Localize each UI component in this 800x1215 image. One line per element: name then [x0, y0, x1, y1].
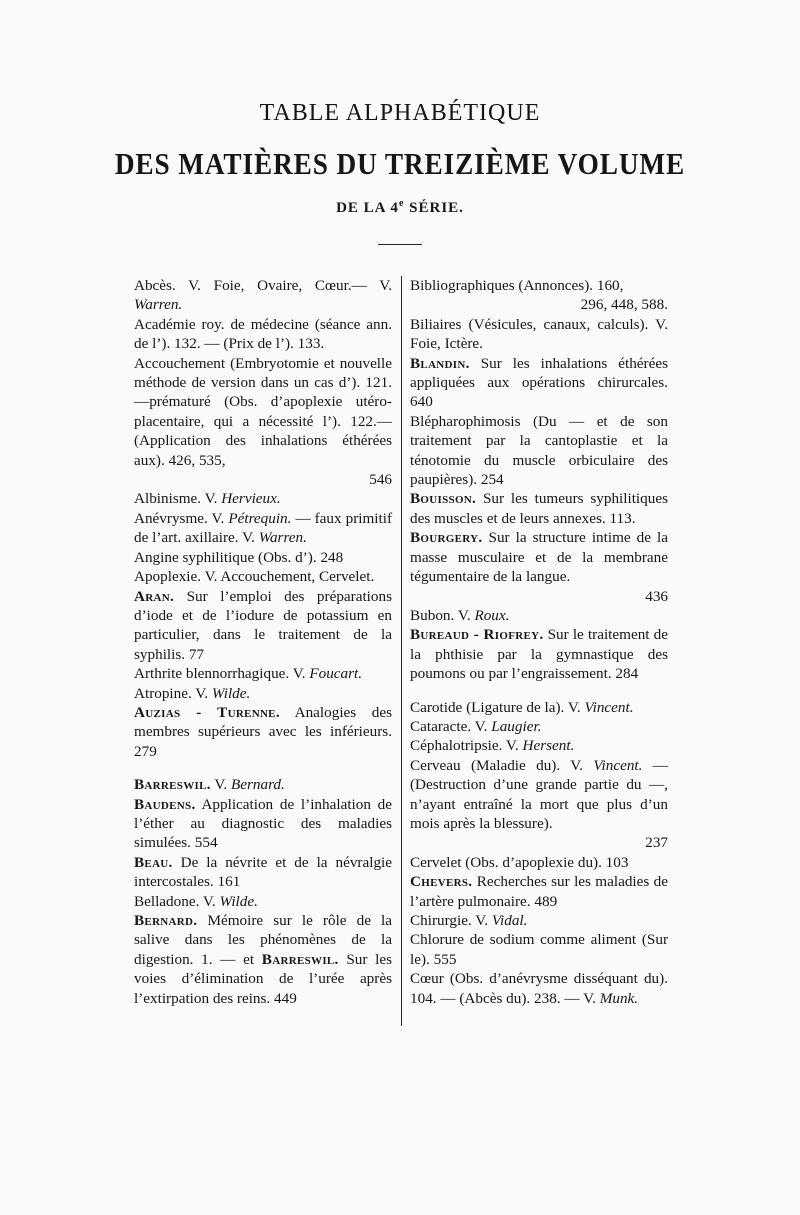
entry-text: Cœur (Obs. d’anévrysme disséquant du). 104. — (Abcès du). 238. — V.	[410, 970, 668, 1007]
entry-abces	[134, 276, 392, 315]
entry-text: Cerveau (Maladie du). V.	[410, 756, 594, 774]
entry-text: Belladone. V.	[134, 892, 220, 910]
entry-bourgery	[410, 528, 668, 606]
entry-text: Carotide (Ligature de la). V.	[410, 698, 585, 716]
entry-page: 554	[194, 834, 218, 852]
entry-text: Chirurgie. V.	[410, 912, 492, 929]
column-divider	[401, 276, 402, 1026]
entry-arthrite	[134, 664, 392, 683]
entry-cataracte	[410, 717, 668, 736]
entry-baudens	[134, 795, 392, 853]
entry-text: — faux primitif de l’art. axillaire. V.	[134, 509, 392, 547]
entry-ref: Hersent.	[522, 737, 575, 755]
entry-text: — (Destruction d’une grande partie du —, n’ayant entraîné la mort que plus d’un mois après la blessure).	[410, 756, 668, 832]
entry-text: Blépharophimosis (Du — et de son traitement par la cantoplastie et la ténotomie du muscle orbiculaire des paupières).	[410, 412, 668, 489]
entry-page: 449	[274, 989, 297, 1007]
entry-author: Aran.	[134, 587, 175, 605]
entry-text: Sur les voies d’élimination de l’urée après l’extirpation des reins.	[134, 950, 392, 1007]
entry-text: Albinisme. V.	[134, 490, 222, 508]
entry-bernard	[134, 911, 392, 1008]
entry-page: 77	[188, 645, 205, 663]
title-line-3-suffix: SÉRIE.	[404, 200, 464, 216]
entry-author: Baudens.	[134, 795, 196, 813]
title-line-3	[0, 198, 800, 217]
entry-beau	[134, 853, 392, 892]
entry-ref: Hervieux.	[221, 490, 281, 508]
entry-text: Céphalotripsie. V.	[410, 737, 523, 755]
entry-coeur	[410, 969, 668, 1008]
entry-text: Mémoire sur le rôle de la salive dans les phénomènes de la digestion. 1. — et	[134, 912, 392, 968]
entry-ref: Roux.	[474, 606, 510, 624]
entry-page: 279	[134, 742, 157, 760]
title-line-1: TABLE ALPHABÉTIQUE	[259, 100, 541, 126]
entry-text: Chlorure de sodium comme aliment (Sur le).	[410, 931, 668, 968]
entry-carotide	[410, 698, 668, 717]
entry-chirurgie	[410, 911, 668, 930]
entry-ref: Warren.	[134, 296, 183, 314]
entry-ref: Vincent.	[593, 756, 643, 774]
entry-chlorure	[410, 930, 668, 969]
left-column	[134, 276, 392, 1008]
entry-page: 284	[615, 665, 639, 683]
entry-bureaud	[410, 625, 668, 683]
entry-author: Bourgery.	[410, 529, 483, 547]
entry-angine: Angine syphilitique (Obs. d’). 248	[134, 548, 344, 566]
entry-author: Blandin.	[410, 354, 470, 372]
entry-blandin	[410, 354, 668, 412]
entry-author: Barreswil.	[134, 776, 211, 794]
entry-text: Bubon. V.	[410, 606, 475, 624]
entry-belladone	[134, 892, 392, 911]
entry-ref: Wilde.	[211, 684, 251, 702]
entry-author: Bernard.	[134, 912, 198, 929]
entry-text: De la névrite et de la névralgie intercostales.	[134, 853, 392, 891]
entry-author: Bureaud - Riofrey.	[410, 626, 544, 644]
entry-text: Sur les tumeurs syphilitiques des muscles et de leurs annexes.	[410, 490, 668, 527]
entry-page: 555	[433, 950, 457, 968]
entry-page: 546	[369, 471, 392, 489]
section-gap	[134, 761, 392, 775]
entry-blepharophimosis	[410, 412, 668, 490]
entry-author: Barreswil.	[261, 950, 339, 968]
entry-chevers	[410, 872, 668, 911]
entry-aran	[134, 587, 392, 665]
entry-academie: Académie roy. de médecine (séance ann. de l’). 132. — (Prix de l’). 133.	[134, 315, 392, 353]
entry-biliaires: Biliaires (Vésicules, canaux, calculs). V. Foie, Ictère.	[410, 315, 668, 353]
title-line-3-prefix: DE LA 4	[336, 200, 399, 216]
entry-apoplexie: Apoplexie. V. Accouchement, Cervelet.	[134, 568, 375, 586]
entry-author: Bouisson.	[410, 490, 477, 508]
entry-page: 436	[645, 587, 668, 605]
section-gap	[410, 684, 668, 698]
entry-text: Application de l’inhalation de l’éther au diagnostic des maladies simulées.	[134, 795, 392, 852]
entry-author: Chevers.	[410, 873, 473, 891]
entry-ref: Munk.	[599, 989, 639, 1007]
entry-atropine	[134, 684, 392, 703]
entry-author: Auzias - Turenne.	[134, 703, 280, 721]
entry-text: Recherches sur les maladies de l’artère pulmonaire.	[410, 873, 668, 910]
entry-text: Analogies des membres supérieurs avec les inférieurs.	[134, 703, 392, 741]
entry-author: Beau.	[134, 853, 173, 871]
entry-text: Atropine. V.	[134, 684, 212, 702]
entry-ref: Vidal.	[491, 912, 528, 929]
entry-page: 254	[480, 471, 504, 489]
entry-page: 296, 448, 588.	[580, 296, 668, 314]
entry-ref: Vincent.	[584, 698, 634, 716]
entry-page: 237	[645, 834, 668, 852]
entry-text: Cataracte. V.	[410, 717, 492, 735]
entry-text: Abcès. V. Foie, Ovaire, Cœur.— V.	[134, 277, 392, 294]
entry-text: Sur le traitement de la phthisie par la gymnastique des poumons ou par l’engraissement.	[410, 626, 668, 683]
entry-albinisme	[134, 489, 392, 508]
entry-ref: Warren.	[258, 529, 307, 547]
entry-ref: Pétrequin.	[228, 509, 292, 527]
title-line-2: DES MATIÈRES DU TREIZIÈME VOLUME	[114, 146, 686, 181]
entry-text: Bibliographiques (Annonces). 160,	[410, 277, 624, 294]
title-line-3-sup: e	[398, 198, 405, 209]
entry-text: Anévrysme. V.	[134, 509, 229, 527]
entry-text: Arthrite blennorrhagique. V.	[134, 665, 310, 683]
entry-cervelet: Cervelet (Obs. d’apoplexie du). 103	[410, 853, 629, 871]
entry-ref: Wilde.	[219, 892, 258, 910]
entry-anevrysme	[134, 509, 392, 548]
entry-bouisson	[410, 489, 668, 528]
title-rule	[378, 244, 422, 245]
entry-cephalotripsie	[410, 736, 668, 755]
right-column	[410, 276, 668, 1008]
entry-accouchement	[134, 354, 392, 490]
entry-barreswil	[134, 775, 392, 794]
entry-ref: Laugier.	[491, 717, 542, 735]
entry-ref: Foucart.	[309, 665, 363, 683]
entry-text: Accouchement (Embryotomie et nouvelle méthode de version dans un cas d’). 121.—prématuré (Obs. d’apoplexie utéro-placentaire, qui a nécessité l’). 122.—(Application des inhalations éthérées aux). 426, 535,	[134, 354, 392, 469]
entry-cerveau	[410, 756, 668, 853]
entry-text: Sur la structure intime de la masse musculaire et de la membrane tégumentaire de la langue.	[410, 529, 668, 586]
entry-ref: Bernard.	[230, 776, 285, 794]
entry-page: 113.	[609, 509, 636, 527]
entry-auzias	[134, 703, 392, 761]
entry-text: Sur l’emploi des préparations d’iode et de l’iodure de potassium en particulier, dans le traitement de la syphilis.	[134, 587, 392, 663]
entry-text: Sur les inhalations éthérées appliquées aux opérations chirurcales.	[410, 354, 668, 392]
entry-page: 640	[410, 393, 433, 411]
entry-bubon	[410, 606, 668, 625]
entry-bibliographiques	[410, 276, 668, 315]
entry-page: 489	[534, 892, 558, 910]
entry-text: V.	[210, 776, 231, 794]
entry-page: 161	[217, 873, 241, 891]
